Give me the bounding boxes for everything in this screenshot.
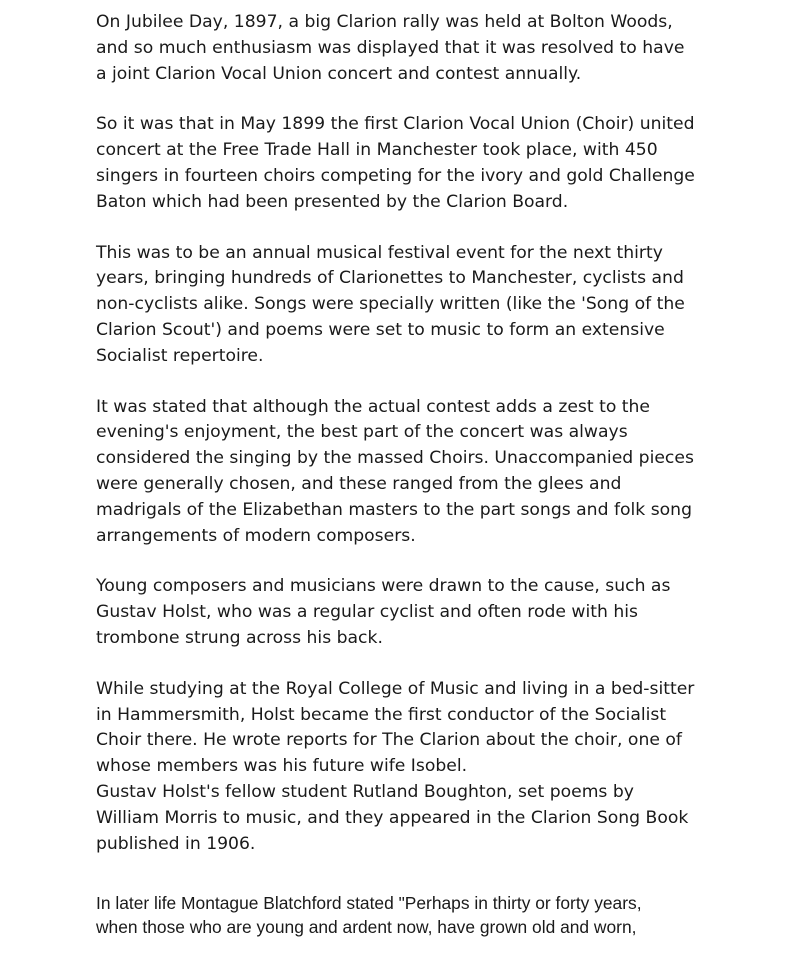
paragraph-young-composers: Young composers and musicians were drawn to the cause, such as Gustav Holst, who was a regular cyclist and often rode with his trombone strung across his back. bbox=[96, 576, 671, 648]
document-body bbox=[96, 10, 736, 964]
paragraph-annual-festival: This was to be an annual musical festival event for the next thirty years, bringing hundreds of Clarionettes to Manchester, cyclists and non-cyclists alike. Songs were specially written (like the 'Song of the Clarion Scout') and poems were set to music to form an extensive Socialist repertoire. bbox=[96, 242, 685, 366]
paragraph-montague-blatchford: In later life Montague Blatchford stated "Perhaps in thirty or forty years, when those who are young and ardent now, have grown old and worn, bbox=[96, 893, 642, 938]
paragraph-rutland-boughton: Gustav Holst's fellow student Rutland Boughton, set poems by William Morris to music, and they appeared in the Clarion Song Book published in 1906. bbox=[96, 781, 689, 854]
paragraph-holst-royal-college: While studying at the Royal College of Music and living in a bed-sitter in Hammersmith, Holst became the first conductor of the Socialist Choir there. He wrote reports for The Clarion about the choir, one of whose members was his future wife Isobel. bbox=[96, 678, 695, 777]
paragraph-first-union-concert: So it was that in May 1899 the first Clarion Vocal Union (Choir) united concert at the Free Trade Hall in Manchester took place, with 450 singers in fourteen choirs competing for the ivory and gold Challenge Baton which had been presented by the Clarion Board. bbox=[96, 114, 695, 212]
paragraph-jubilee-day: On Jubilee Day, 1897, a big Clarion rally was held at Bolton Woods, and so much enthusiasm was displayed that it was resolved to have a joint Clarion Vocal Union concert and contest annually. bbox=[96, 12, 685, 84]
paragraph-massed-choirs: It was stated that although the actual contest adds a zest to the evening's enjoyment, the best part of the concert was always considered the singing by the massed Choirs. Unaccompanied pieces were generally chosen, and these ranged from the glees and madrigals of the Elizabethan masters to the part songs and folk song arrangements of modern composers. bbox=[96, 396, 694, 546]
